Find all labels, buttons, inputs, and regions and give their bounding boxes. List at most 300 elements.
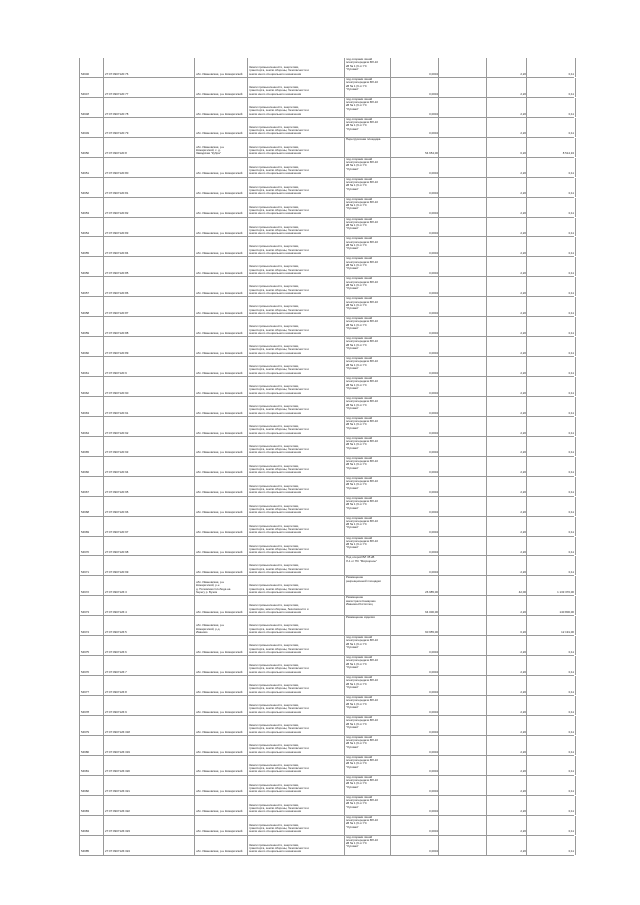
cell-text-use: Размещение рекреационной площадки [346,576,381,583]
cell-text-id: 54649 [81,131,90,136]
cell-area [390,158,439,177]
cell-permitted-use [344,556,391,575]
cell-text-cat: Земли промышленности, энергетики, транспорта, земли обороны, безопасности и земли иного специального назначения [249,822,309,834]
cell-text-cat: Земли промышленности, энергетики, транспорта, земли обороны, безопасности и земли иного специального назначения [249,703,309,714]
cell-record-id [79,537,104,556]
cell-permitted-use [344,437,391,456]
cell-text-cad: 27:07:0907126:324 [105,849,130,854]
cell-text-cad: 27:07:0907120:98 [105,550,129,555]
cell-address [194,297,248,316]
cell-permitted-use [344,317,391,336]
cell-text-cat: Земли промышленности, энергетики, транспорта, земли обороны, безопасности и земли иного специального назначения [249,204,309,216]
cell-cadastral-number [103,497,195,516]
cell-area [390,756,439,775]
cell-land-category [247,397,345,416]
cell-text-use: Перегрузочная площадка [346,137,381,141]
table-row [79,317,574,337]
cell-text-area: 0,0004 [429,290,438,295]
table-row [79,437,574,457]
cell-land-category [247,756,345,775]
cell-text-cad: 27:07:0907120:82 [105,211,129,216]
cell-text-use: под опорами линий электропередачи ВЛ-10 кВ № 1 (6 от ГС "Луговая" [346,775,378,789]
cell-record-id [79,556,104,575]
cell-text-addr: обл. Ивановская, р-н Комаричский [196,550,243,555]
cell-permitted-use [344,138,391,157]
cell-coefficient-1 [438,517,487,536]
cell-address [194,78,248,97]
cell-permitted-use [344,816,391,835]
cell-text-val: 0,11 [568,550,574,555]
cell-text-cat: Земли промышленности, энергетики, транспорта, земли обороны, безопасности и земли иного специального назначения [249,443,309,455]
cell-cadastral-number [103,636,195,655]
cell-text-addr: обл. Ивановская, р-н Комаричский [196,370,243,375]
cell-area [390,58,439,77]
cell-text-id: 54673 [81,609,90,614]
cell-record-id [79,437,104,456]
cell-text-k2: 2,20 [520,530,526,535]
cell-text-use: под опорами линий электропередачи ВЛ-10 кВ № 1 (6 от ГС "Луговая" [346,536,378,550]
cell-text-addr: обл. Ивановская, р-н Комаричский [196,91,243,96]
cell-text-cat: Земли промышленности, энергетики, транспорта, земли обороны, безопасности и земли иного специального назначения [249,403,309,415]
cell-rate [486,537,527,556]
cell-text-val: 0,11 [568,131,574,136]
cell-area [390,198,439,217]
cell-rate [486,237,527,256]
cell-land-category [247,357,345,376]
cell-land-category [247,497,345,516]
cell-address [194,178,248,197]
cell-area [390,636,439,655]
cell-cadastral-number [103,776,195,795]
cell-cadastral-number [103,178,195,197]
cell-value [526,297,576,316]
cell-area [390,297,439,316]
cell-rate [486,696,527,715]
cell-text-cat: Земли промышленности, энергетики, транспорта, земли обороны, безопасности и земли иного специального назначения [249,384,309,395]
cell-text-id: 54678 [81,709,90,714]
cell-cadastral-number [103,277,195,296]
cell-text-cat: Земли промышленности, энергетики, транспорта, земли обороны, безопасности и земли иного специального назначения [249,423,309,435]
cell-area [390,517,439,536]
cell-value [526,277,576,296]
table-row [79,776,574,796]
cell-text-val: 0,11 [568,769,574,774]
cell-coefficient-1 [438,198,487,217]
cell-record-id [79,497,104,516]
table-row [79,337,574,357]
cell-record-id [79,816,104,835]
cell-text-addr: обл. Ивановская, р-н Комаричский [196,290,243,295]
cell-cadastral-number [103,357,195,376]
cell-text-id: 54654 [81,231,90,236]
cell-area [390,736,439,755]
cell-value [526,596,576,615]
cell-text-addr: обл. Ивановская, р-н Комаричский [196,749,243,754]
cell-address [194,237,248,256]
cell-text-cat: Земли промышленности, энергетики, транспорта, земли обороны, безопасности и земли иного специального назначения [249,344,309,355]
cell-value [526,537,576,556]
cell-cadastral-number [103,98,195,117]
cell-text-addr: обл. Ивановская, р-н Комаричский, р-н д. Поповская Слобода на берегу р. Бузом [196,580,231,595]
cell-text-k2: 0,20 [520,151,526,156]
cell-cadastral-number [103,198,195,217]
cell-text-addr: обл. Ивановская, р-н Комаричский [196,729,243,734]
cell-text-val: 0,11 [568,430,574,435]
cell-text-use: под опорами линий электропередачи ВЛ-10 кВ № 1 (6 от ГС "Луговая" [346,436,378,450]
cell-text-cat: Земли промышленности, энергетики, транспорта, земли обороны, безопасности и земли иного специального назначения [249,563,309,575]
cell-text-cat: Земли промышленности, энергетики, транспорта, земли обороны, безопасности и земли иного специального назначения [249,264,309,276]
cell-text-area: 54 654,00 [425,151,438,156]
cell-coefficient-1 [438,397,487,416]
cell-text-cad: 27:07:0907120:85 [105,271,129,276]
cell-text-k2: 2,20 [520,390,526,395]
cell-rate [486,736,527,755]
cell-land-category [247,257,345,276]
cell-coefficient-1 [438,816,487,835]
cell-record-id [79,457,104,476]
cell-permitted-use [344,297,391,316]
cell-land-category [247,816,345,835]
cell-text-k2: 2,20 [520,251,526,256]
cell-permitted-use [344,377,391,396]
cell-area [390,616,439,635]
cell-text-area: 64 000,00 [425,609,438,614]
cell-cadastral-number [103,377,195,396]
cell-coefficient-1 [438,696,487,715]
cell-text-area: 0,0004 [429,490,438,495]
cell-area [390,497,439,516]
cell-cadastral-number [103,297,195,316]
cell-text-cad: 27:07:0907120:88 [105,330,129,335]
cell-permitted-use [344,118,391,137]
cell-text-use: под опорами линий электропередачи ВЛ-10 кВ № 1 (6 от ГС "Луговая" [346,337,378,351]
table-row [79,596,574,616]
table-row [79,158,574,178]
cell-text-k2: 2,20 [520,450,526,455]
cell-text-k2: 2,20 [520,649,526,654]
cell-record-id [79,158,104,177]
cell-coefficient-1 [438,656,487,675]
cell-land-category [247,178,345,197]
table-row [79,297,574,317]
cell-text-cad: 27:07:0907120:96 [105,510,129,515]
cell-text-use: под опорами линий электропередачи ВЛ-10 кВ № 1 (6 от ГС "Луговая" [346,97,378,111]
cell-text-k2: 2,20 [520,729,526,734]
cell-area [390,696,439,715]
cell-text-cad: 27:07:0907126:323 [105,829,130,834]
cell-rate [486,317,527,336]
cell-value [526,656,576,675]
cell-text-val: 0,11 [568,410,574,415]
cell-text-id: 54674 [81,629,90,634]
cell-land-category [247,337,345,356]
cell-cadastral-number [103,576,195,595]
cell-text-addr: обл. Ивановская, р-н Комаричский [196,789,243,794]
cell-text-k2: 2,20 [520,470,526,475]
cell-text-val: 0,11 [568,450,574,455]
cell-address [194,58,248,77]
cell-permitted-use [344,537,391,556]
cell-text-val: 0,11 [568,729,574,734]
table-row [79,277,574,297]
cell-permitted-use [344,178,391,197]
cell-land-category [247,696,345,715]
cell-text-val: 1 133 370,00 [557,590,574,595]
cell-cadastral-number [103,158,195,177]
cell-land-category [247,58,345,77]
cell-coefficient-1 [438,138,487,157]
cell-text-val: 0,11 [568,71,574,76]
cell-area [390,576,439,595]
cell-record-id [79,277,104,296]
cell-cadastral-number [103,756,195,775]
cell-text-use: под опорами линий электропередачи ВЛ-10 кВ № 1 (6 от ГС "Луговая" [346,237,378,251]
cell-record-id [79,576,104,595]
cell-cadastral-number [103,836,195,855]
cell-record-id [79,257,104,276]
cell-coefficient-1 [438,836,487,855]
cell-text-id: 54671 [81,570,90,575]
cell-value [526,437,576,456]
cell-land-category [247,237,345,256]
cell-text-cat: Земли промышленности, энергетики, транспорта, земли обороны, безопасности и земли иного специального назначения [249,84,309,96]
cell-text-cat: Земли промышленности, энергетики, транспорта, земли обороны, безопасности и земли иного специального назначения [249,284,309,295]
cell-rate [486,437,527,456]
cell-text-k2: 2,20 [520,789,526,794]
cell-permitted-use [344,158,391,177]
cell-text-cat: Земли промышленности, энергетики, транспорта, земли обороны, безопасности и земли иного специального назначения [249,184,309,196]
cell-text-cad: 27:07:0907126:7 [105,669,127,674]
cell-text-addr: обл. Ивановская, р-н Комаричский [196,330,243,335]
cell-record-id [79,596,104,615]
cell-coefficient-1 [438,736,487,755]
cell-text-cat: Земли промышленности, энергетики, транспорта, земли обороны, безопасности и земли иного специального назначения [249,483,309,495]
cell-cadastral-number [103,457,195,476]
cell-text-area: 0,0004 [429,749,438,754]
cell-address [194,317,248,336]
cell-value [526,497,576,516]
cell-text-use: под опорами линий электропередачи ВЛ-10 кВ № 1 (6 от ГС "Луговая" [346,456,378,470]
cell-text-use: Под опорой ВЛ 35 кВ Л-1 от ПС "Мирхорное" [346,556,377,563]
table-row [79,457,574,477]
cell-record-id [79,616,104,635]
cell-coefficient-1 [438,636,487,655]
cell-cadastral-number [103,317,195,336]
cell-record-id [79,756,104,775]
cell-text-use: под опорами линий электропередачи ВЛ-10 кВ № 1 (6 от ГС "Луговая" [346,217,378,231]
cell-record-id [79,656,104,675]
cell-permitted-use [344,776,391,795]
cell-text-use: под опорами линий электропередачи ВЛ-10 кВ № 1 (6 от ГС "Луговая" [346,357,378,370]
cell-text-addr: обл. Ивановская, р-н Комаричский [196,71,243,76]
cell-text-area: 0,0004 [429,550,438,555]
cell-text-cat: Земли промышленности, энергетики, транспорта, земли обороны, безопасности и земли иного специального назначения [249,663,309,674]
cell-area [390,556,439,575]
cell-text-k2: 2,20 [520,191,526,196]
cell-text-use: под опорами линий электропередачи ВЛ-10 кВ № 1 (6 от ГС "Луговая" [346,496,378,510]
cell-text-val: 0,11 [568,669,574,674]
cell-text-k2: 2,20 [520,231,526,236]
cell-text-addr: обл. Ивановская, р-н Комаричский [196,570,243,575]
cell-text-cad: 27:07:0907120:76 [105,71,129,76]
cell-text-addr: обл. Ивановская, р-н Комаричский [196,271,243,276]
table-row [79,816,574,836]
cell-text-val: 0,11 [568,251,574,256]
cell-address [194,756,248,775]
cell-permitted-use [344,616,391,635]
cell-text-val: 0,11 [568,809,574,814]
cell-land-category [247,736,345,755]
cell-text-cat: Земли промышленности, энергетики, транспорта, земли обороны, безопасности и земли иного специального назначения [249,364,309,375]
cell-text-id: 54651 [81,171,90,176]
cell-text-cad: 27:07:0907120:84 [105,251,129,256]
cell-text-val: 0,11 [568,191,574,196]
cell-rate [486,218,527,237]
cell-text-val: 0,11 [568,689,574,694]
cell-cadastral-number [103,118,195,137]
cell-text-cad: 27:07:0907126:4 [105,609,127,614]
cell-value [526,198,576,217]
cell-text-id: 54653 [81,211,90,216]
cell-cadastral-number [103,138,195,157]
cell-text-cad: 27:07:0907120:8 [105,151,127,156]
cell-cadastral-number [103,796,195,815]
cell-rate [486,497,527,516]
cell-land-category [247,98,345,117]
cell-text-k2: 2,20 [520,410,526,415]
cell-text-cat: Земли промышленности, энергетики, транспорта, земли обороны, безопасности и земли иного специального назначения [249,144,309,156]
cell-text-id: 54668 [81,510,90,515]
cell-area [390,716,439,735]
cell-permitted-use [344,337,391,356]
cell-record-id [79,337,104,356]
table-row [79,237,574,257]
cell-address [194,277,248,296]
table-row [79,696,574,716]
cell-value [526,118,576,137]
cell-text-addr: обл. Ивановская, р-н Комаричский [196,809,243,814]
cell-text-use: под опорами линий электропередачи ВЛ-10 кВ № 1 (6 от ГС "Луговая" [346,197,378,211]
cell-address [194,357,248,376]
cell-text-val: 0,11 [568,211,574,216]
cell-area [390,257,439,276]
cell-area [390,178,439,197]
cell-text-cat: Земли промышленности, энергетики, транспорта, земли обороны, безопасности и земли иного специального назначения [249,304,309,315]
cell-cadastral-number [103,417,195,436]
cell-value [526,98,576,117]
cell-record-id [79,78,104,97]
cell-text-cad: 27:07:0907120:89 [105,350,129,355]
table-row [79,636,574,656]
cell-text-addr: обл. Ивановская, р-н Комаричский [196,649,243,654]
cell-address [194,676,248,695]
cell-text-cat: Земли промышленности, энергетики, транспорта, земли обороны, безопасности и земли иного специального назначения [249,782,309,794]
cell-text-k2: 2,20 [520,111,526,116]
cell-text-use: под опорами линий электропередачи ВЛ-10 кВ № 1 (6 от ГС "Луговая" [346,117,378,131]
cell-area [390,836,439,855]
cell-rate [486,118,527,137]
cell-text-addr: обл. Ивановская, р-н Комаричский [196,430,243,435]
table-row [79,98,574,118]
cell-text-id: 54675 [81,649,90,654]
cell-text-val: 0,11 [568,510,574,515]
cell-coefficient-1 [438,218,487,237]
table-row [79,676,574,696]
cell-permitted-use [344,417,391,436]
cell-record-id [79,98,104,117]
cell-text-k2: 2,20 [520,330,526,335]
cell-value [526,397,576,416]
cell-coefficient-1 [438,58,487,77]
cell-address [194,736,248,755]
cell-permitted-use [344,636,391,655]
cell-text-cad: 27:07:0907120:79 [105,131,129,136]
cell-text-use: под опорами линий электропередачи ВЛ-10 кВ № 1 (6 от ГС "Луговая" [346,317,378,331]
cell-address [194,337,248,356]
cell-text-k2: 2,20 [520,749,526,754]
cell-text-addr: обл. Ивановская, р-н Комаричский [196,211,243,216]
cell-area [390,676,439,695]
cell-area [390,357,439,376]
cell-area [390,337,439,356]
cell-coefficient-1 [438,576,487,595]
cell-land-category [247,457,345,476]
cell-coefficient-1 [438,616,487,635]
cell-value [526,178,576,197]
cell-text-val: 0,11 [568,749,574,754]
cell-text-k2: 2,20 [520,769,526,774]
cell-permitted-use [344,457,391,476]
cell-text-cad: 27:07:0907126:9 [105,709,127,714]
cell-address [194,257,248,276]
cell-text-val: 140 800,00 [559,609,574,614]
table-row [79,716,574,736]
cell-text-id: 54662 [81,390,90,395]
cell-text-use: под опорами линий электропередачи ВЛ-10 кВ № 1 (6 от ГС "Луговая" [346,755,378,769]
cell-land-category [247,317,345,336]
cell-text-k2: 2,20 [520,709,526,714]
cell-area [390,277,439,296]
cell-text-area: 0,0004 [429,709,438,714]
cell-text-cad: 27:07:0907120:77 [105,91,129,96]
cell-value [526,796,576,815]
cell-rate [486,257,527,276]
cell-rate [486,297,527,316]
cell-text-area: 26 985,00 [425,590,438,595]
cell-text-area: 0,0004 [429,370,438,375]
table-row [79,537,574,557]
cell-record-id [79,716,104,735]
cell-text-k2: 2,20 [520,211,526,216]
cell-text-use: под опорами линий электропередачи ВЛ-10 кВ № 1 (6 от ГС "Луговая" [346,58,378,71]
cell-coefficient-1 [438,756,487,775]
table-row [79,556,574,576]
cell-rate [486,796,527,815]
table-row [79,58,574,78]
cell-text-cat: Земли промышленности, энергетики, транспорта, земли обороны, безопасности и земли иного специального назначения [249,842,309,854]
cell-text-cat: Земли промышленности, энергетики, транспорта, земли обороны, безопасности и земли иного специального назначения [249,543,309,555]
cell-cadastral-number [103,556,195,575]
cell-text-area: 0,0004 [429,829,438,834]
cell-text-cat: Земли промышленности, энергетики, транспорта, земли обороны, безопасности и земли иного специального назначения [249,583,309,595]
cell-value [526,317,576,336]
cell-record-id [79,776,104,795]
cell-coefficient-1 [438,477,487,496]
cell-text-k2: 2,20 [520,350,526,355]
cell-coefficient-1 [438,257,487,276]
cell-coefficient-1 [438,497,487,516]
cell-coefficient-1 [438,417,487,436]
